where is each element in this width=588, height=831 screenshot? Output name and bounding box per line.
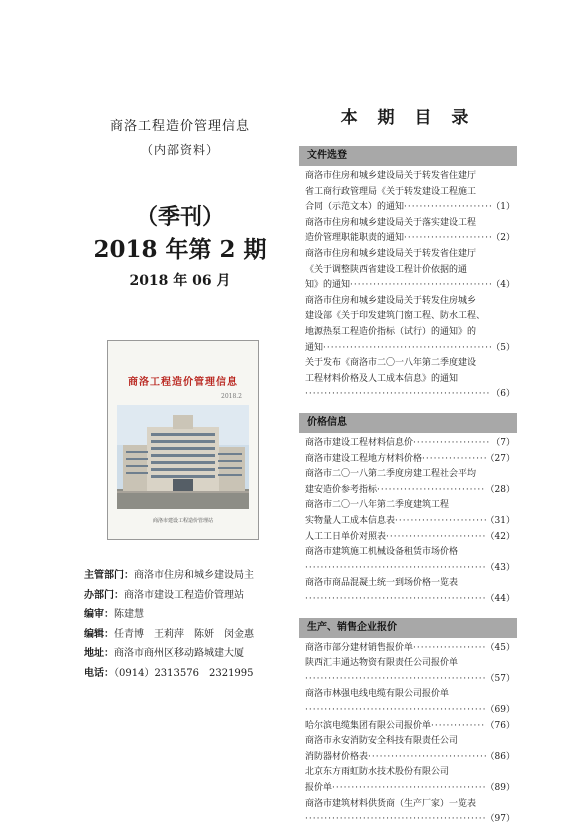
- toc-entry-text: 关于发布《商洛市二〇一八年第二季度建设: [305, 358, 477, 369]
- dot-leader: [404, 200, 491, 216]
- toc-section-entries: [305, 169, 515, 403]
- info-key: 电话：: [84, 667, 114, 679]
- toc-entry-leader: [305, 530, 515, 546]
- dot-leader: [404, 231, 491, 247]
- toc-page-number: （69）: [485, 704, 515, 715]
- season-label: （季刊）: [135, 204, 224, 230]
- toc-page-number: （31）: [485, 515, 515, 526]
- info-key: 地址：: [84, 648, 114, 659]
- toc-entry[interactable]: [305, 797, 515, 828]
- toc-entry-text: 北京东方雨虹防水技术股份有限公司: [305, 767, 450, 778]
- cover-thumbnail: [107, 340, 259, 540]
- toc-entry-text: 省工商行政管理局《关于转发建设工程施工: [305, 186, 477, 197]
- toc-entry-leader: [305, 561, 515, 577]
- toc-entry-text: 商洛市部分建材销售报价单: [305, 642, 414, 653]
- info-row: [84, 586, 299, 606]
- toc-entry[interactable]: [305, 656, 515, 687]
- toc-page-number: （7）: [491, 438, 515, 448]
- toc-entry-text: 商洛市住房和城乡建设局关于转发省住建厅: [305, 248, 477, 259]
- dot-leader: [413, 436, 491, 452]
- toc-entry-leader: [305, 672, 515, 688]
- toc-entry-text: 地源热泵工程造价指标（试行）的通知》的: [305, 326, 477, 337]
- info-value: 任青博 王莉萍 陈妍 闵金惠: [114, 628, 254, 640]
- toc-entry-text: 《关于调整陕西省建设工程计价依据的通: [305, 264, 468, 275]
- toc-entry[interactable]: [305, 498, 515, 529]
- toc-entry-leader: [305, 719, 515, 735]
- info-row: [84, 566, 299, 586]
- building-photo: [117, 405, 249, 509]
- toc-page-number: （4）: [491, 280, 515, 291]
- toc-entry[interactable]: [305, 169, 515, 216]
- dot-leader: [305, 703, 486, 719]
- toc-entry-text: 商洛市永安消防安全科技有限责任公司: [305, 736, 459, 747]
- info-row: [84, 625, 299, 645]
- toc-entry[interactable]: [305, 436, 515, 452]
- toc-entry-text: 商洛市二〇一八第二季度房建工程社会平均: [305, 469, 477, 480]
- dot-leader: [305, 592, 486, 608]
- dot-leader: [422, 452, 486, 468]
- toc-page-number: （5）: [491, 342, 515, 353]
- toc-entry-text: 合同（示范文本）的通知: [305, 202, 405, 213]
- toc-entry-leader: [305, 592, 515, 608]
- toc-entry-text: 通知: [305, 342, 324, 353]
- toc-page-number: （97）: [485, 814, 515, 825]
- publication-type: （内部资料）: [140, 143, 219, 157]
- issue-number: 2018 年第 2 期: [93, 236, 267, 263]
- toc-entry-leader: [305, 641, 515, 657]
- toc-entry-leader: [305, 703, 515, 719]
- dot-leader: [395, 514, 486, 530]
- toc-entry-text: 商洛市住房和城乡建设局关于落实建设工程: [305, 217, 477, 228]
- dot-leader: [377, 483, 486, 499]
- toc-entry-text: 消防器材价格表: [305, 751, 369, 762]
- publication-name: 商洛工程造价管理信息: [109, 119, 250, 134]
- toc-entry-leader: [305, 200, 515, 216]
- info-key: 编辑：: [84, 628, 114, 640]
- masthead-info: [84, 566, 299, 683]
- info-value: 商洛市住房和城乡建设局主: [134, 570, 254, 581]
- toc-entry-text: 商洛市建筑材料供货商（生产厂家）一览表: [305, 798, 477, 809]
- toc-section-entries: [305, 436, 515, 608]
- toc-page-number: （76）: [485, 720, 515, 731]
- toc-entry[interactable]: [305, 545, 515, 576]
- info-row: [84, 605, 299, 625]
- dot-leader: [323, 341, 491, 357]
- toc-entry-text: 商洛市商品混凝土统一到场价格一览表: [305, 578, 459, 589]
- info-value: 商洛市商州区移动路城建大厦: [114, 648, 244, 659]
- toc-entry[interactable]: [305, 687, 515, 718]
- toc-page-number: （27）: [485, 453, 515, 464]
- info-value: 陈建慧: [114, 609, 144, 620]
- toc-entry[interactable]: [305, 216, 515, 247]
- toc-entry-leader: [305, 387, 515, 403]
- toc-entry[interactable]: [305, 576, 515, 607]
- toc-entry-leader: [305, 278, 515, 294]
- toc-page-number: （43）: [485, 562, 515, 573]
- toc-entry[interactable]: [305, 719, 515, 735]
- toc-entry[interactable]: [305, 467, 515, 498]
- toc-entry[interactable]: [305, 765, 515, 796]
- toc-page-number: （1）: [491, 202, 515, 213]
- dot-leader: [305, 387, 491, 403]
- toc-section-entries: [305, 641, 515, 828]
- info-key: 编审：: [84, 609, 114, 620]
- toc-entry-leader: [305, 341, 515, 357]
- toc-entry-text: 商洛市建筑施工机械设备租赁市场价格: [305, 547, 459, 558]
- toc-page-number: （57）: [485, 673, 515, 684]
- issue-date: 2018 年 06 月: [129, 273, 231, 289]
- dot-leader: [413, 641, 486, 657]
- dot-leader: [305, 672, 486, 688]
- toc-entry-leader: [305, 750, 515, 766]
- toc-page-number: （86）: [485, 751, 515, 762]
- toc-entry-text: 哈尔滨电缆集团有限公司报价单: [305, 720, 432, 731]
- cover-title: 商洛工程造价管理信息: [128, 377, 238, 388]
- info-key: 办部门：: [84, 589, 124, 601]
- toc-entry-text: 报价单: [305, 782, 333, 793]
- toc-entry[interactable]: [305, 530, 515, 546]
- dot-leader: [368, 750, 486, 766]
- toc-entry-leader: [305, 514, 515, 530]
- toc-entry-leader: [305, 781, 515, 797]
- toc-entry-leader: [305, 452, 515, 468]
- dot-leader: [305, 561, 486, 577]
- toc-page-number: （28）: [485, 484, 515, 495]
- dot-leader: [431, 719, 486, 735]
- toc-entry-text: 商洛市建设工程地方材料价格: [305, 453, 423, 464]
- toc-entry-leader: [305, 436, 515, 452]
- toc-page-number: （42）: [485, 531, 515, 542]
- info-value: 商洛市建设工程造价管理站: [124, 589, 244, 601]
- toc-entry-leader: [305, 812, 515, 828]
- toc-page-number: （6）: [491, 389, 515, 400]
- info-key: 主管部门：: [84, 570, 134, 581]
- info-value: （0914）2313576 2321995: [114, 667, 254, 679]
- toc-entry[interactable]: [305, 294, 515, 356]
- toc-page-number: （44）: [485, 593, 515, 604]
- toc-page-number: （2）: [491, 233, 515, 244]
- toc-entry-text: 知》的通知: [305, 280, 351, 291]
- toc-entry-text: 商洛市建设工程材料信息价: [305, 438, 414, 448]
- toc-entry-text: 人工工日单价对照表: [305, 531, 387, 542]
- toc-entry[interactable]: [305, 247, 515, 294]
- dot-leader: [332, 781, 486, 797]
- info-row: [84, 664, 299, 684]
- info-row: [84, 644, 299, 664]
- toc-entry-text: 建设部《关于印发建筑门窗工程、防水工程、: [305, 311, 486, 322]
- toc-entry-text: 商洛市林强电线电缆有限公司报价单: [305, 689, 450, 700]
- toc-section-header: 生产、销售企业报价: [299, 618, 517, 638]
- cover-issue-tag: 2018.2: [221, 393, 242, 400]
- toc-entry-text: 陕西汇丰通达物资有限责任公司报价单: [305, 658, 459, 669]
- dot-leader: [305, 812, 486, 828]
- toc-entry[interactable]: [305, 356, 515, 403]
- dot-leader: [386, 530, 486, 546]
- dot-leader: [350, 278, 491, 294]
- toc-entry-text: 工程材料价格及人工成本信息》的通知: [305, 373, 459, 384]
- toc-entry[interactable]: [305, 734, 515, 765]
- toc-section-header: 文件选登: [299, 146, 517, 166]
- toc-entry[interactable]: [305, 452, 515, 468]
- toc-entry-text: 商洛市二〇一八年第二季度建筑工程: [305, 500, 450, 511]
- toc-entry-text: 商洛市住房和城乡建设局关于转发省住建厅: [305, 171, 477, 181]
- toc-entry-leader: [305, 483, 515, 499]
- toc-title: 本 期 目 录: [340, 108, 476, 128]
- toc-entry-text: 实物量人工成本信息表: [305, 515, 396, 526]
- toc-section-header: 价格信息: [299, 413, 517, 433]
- toc-page-number: （45）: [485, 642, 515, 653]
- toc-entry-text: 商洛市住房和城乡建设局关于转发住房城乡: [305, 295, 477, 306]
- toc-entry-text: 建安造价参考指标: [305, 484, 378, 495]
- toc-entry-text: 造价管理职能职责的通知: [305, 233, 405, 244]
- toc-page-number: （89）: [485, 782, 515, 793]
- cover-organization: 商洛市建设工程造价管理站: [152, 518, 213, 524]
- toc-entry-leader: [305, 231, 515, 247]
- toc-entry[interactable]: [305, 641, 515, 657]
